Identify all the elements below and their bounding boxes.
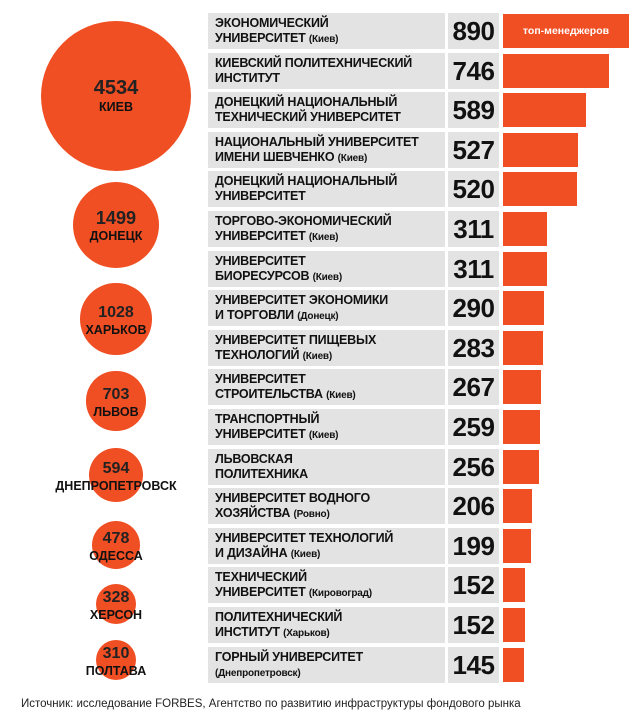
- university-city: (Киев): [326, 390, 356, 402]
- city-name: КИЕВ: [99, 100, 133, 114]
- university-name-line2: ИНСТИТУТ (Харьков): [215, 625, 330, 639]
- university-name-line1: УНИВЕРСИТЕТ ПИЩЕВЫХ: [215, 332, 377, 347]
- university-name-line2: ИМЕНИ ШЕВЧЕНКО (Киев): [215, 149, 368, 164]
- university-city: (Кировоград): [308, 588, 372, 600]
- university-name: [208, 13, 445, 49]
- university-bar: [503, 212, 547, 246]
- city-value: 594: [102, 459, 130, 477]
- university-bar: [503, 331, 543, 365]
- university-row: [208, 171, 634, 207]
- city-value: 4534: [93, 77, 139, 99]
- city-name: ХАРЬКОВ: [85, 323, 147, 337]
- university-name-line1: УНИВЕРСИТЕТ ЭКОНОМИКИ: [215, 293, 389, 308]
- university-value: 589: [448, 92, 499, 128]
- university-name-line1: КИЕВСКИЙ ПОЛИТЕХНИЧЕСКИЙ: [215, 55, 413, 70]
- university-row: [208, 647, 634, 683]
- university-row: [208, 132, 634, 168]
- university-value: 259: [448, 409, 499, 445]
- university-name-line2: УНИВЕРСИТЕТ (Киев): [215, 229, 339, 243]
- source-note: Источник: исследование FORBES, Агентство по развитию инфраструктуры фондового рынка: [21, 698, 521, 710]
- university-row: [208, 330, 634, 366]
- university-row: [208, 211, 634, 247]
- university-value: 152: [448, 607, 499, 643]
- university-name-line2: И ТОРГОВЛИ (Донецк): [215, 308, 339, 323]
- university-name-line1: УНИВЕРСИТЕТ: [215, 372, 306, 387]
- university-name: [208, 132, 445, 168]
- university-name-line2: ТЕХНИЧЕСКИЙ УНИВЕРСИТЕТ: [215, 110, 401, 125]
- university-name-line1: ПОЛИТЕХНИЧЕСКИЙ: [215, 610, 343, 624]
- university-bar: [503, 93, 586, 127]
- university-value: 152: [448, 567, 499, 603]
- university-name-line2: [215, 665, 439, 681]
- university-city: (Киев): [308, 430, 339, 441]
- university-name-line1: ДОНЕЦКИЙ НАЦИОНАЛЬНЫЙ: [215, 95, 398, 110]
- city-value: 478: [102, 529, 130, 547]
- university-bar: [503, 291, 544, 325]
- city-name: ОДЕССА: [89, 549, 143, 563]
- university-bar: [503, 370, 541, 404]
- university-name: [208, 251, 445, 287]
- university-name-line1: УНИВЕРСИТЕТ ВОДНОГО: [215, 491, 371, 506]
- city-name: ХЕРСОН: [89, 608, 143, 622]
- university-row: [208, 53, 634, 89]
- university-city: (Киев): [337, 152, 368, 164]
- university-row: [208, 409, 634, 445]
- university-value: 145: [448, 647, 499, 683]
- university-name: [208, 211, 445, 247]
- city-name: ДОНЕЦК: [89, 229, 143, 243]
- university-name: [208, 409, 445, 445]
- university-bar: [503, 568, 525, 602]
- university-name-line1: УНИВЕРСИТЕТ: [215, 253, 306, 268]
- university-name: [208, 528, 445, 564]
- university-city: (Киев): [312, 271, 342, 283]
- bar-label: топ-менеджеров: [522, 25, 610, 37]
- university-name-line1: ТОРГОВО-ЭКОНОМИЧЕСКИЙ: [215, 214, 392, 228]
- university-name: [208, 290, 445, 326]
- university-row: [208, 528, 634, 564]
- university-row: [208, 13, 634, 49]
- university-row: [208, 251, 634, 287]
- city-value: 1028: [98, 303, 134, 321]
- university-bar: [503, 54, 609, 88]
- university-name-line2: СТРОИТЕЛЬСТВА (Киев): [215, 387, 356, 402]
- university-name-line1: НАЦИОНАЛЬНЫЙ УНИВЕРСИТЕТ: [215, 134, 419, 149]
- university-name-line1: УНИВЕРСИТЕТ ТЕХНОЛОГИЙ: [215, 530, 394, 545]
- university-name-line2: ТЕХНОЛОГИЙ (Киев): [215, 347, 333, 362]
- university-value: 290: [448, 290, 499, 326]
- university-name-line2: УНИВЕРСИТЕТ (Киев): [215, 31, 339, 45]
- university-value: 311: [448, 251, 499, 287]
- city-value: 328: [102, 588, 130, 606]
- university-name-line2: ХОЗЯЙСТВА (Ровно): [215, 506, 330, 521]
- university-row: [208, 567, 634, 603]
- university-name-line2: УНИВЕРСИТЕТ: [215, 189, 306, 204]
- university-name-line1: ТЕХНИЧЕСКИЙ: [215, 570, 307, 585]
- university-row: [208, 488, 634, 524]
- university-city: (Ровно): [293, 509, 330, 521]
- university-city: (Донецк): [297, 311, 339, 323]
- university-name-line2: И ДИЗАЙНА (Киев): [215, 545, 321, 560]
- university-row: [208, 290, 634, 326]
- university-name: [208, 53, 445, 89]
- university-value: 890: [448, 13, 499, 49]
- university-bar: [503, 648, 524, 682]
- university-value: 527: [448, 132, 499, 168]
- city-value: 703: [102, 385, 130, 403]
- university-city: (Киев): [290, 548, 321, 560]
- university-name: [208, 449, 445, 485]
- university-bar: [503, 529, 531, 563]
- university-name-line2: БИОРЕСУРСОВ (Киев): [215, 268, 342, 283]
- university-name: [208, 92, 445, 128]
- university-value: 199: [448, 528, 499, 564]
- university-name: [208, 369, 445, 405]
- university-value: 206: [448, 488, 499, 524]
- university-name: [208, 171, 445, 207]
- university-name: [208, 330, 445, 366]
- university-name: [208, 567, 445, 603]
- city-name: ПОЛТАВА: [85, 664, 147, 678]
- university-name-line2: ИНСТИТУТ: [215, 70, 280, 85]
- university-value: 520: [448, 171, 499, 207]
- university-name: [208, 647, 445, 683]
- university-bar: [503, 172, 577, 206]
- university-city: (Харьков): [283, 628, 330, 639]
- university-name-line1: ДОНЕЦКИЙ НАЦИОНАЛЬНЫЙ: [215, 174, 398, 189]
- university-name-line1: ГОРНЫЙ УНИВЕРСИТЕТ: [215, 649, 363, 664]
- university-bar: [503, 450, 539, 484]
- university-name-line1: ЭКОНОМИЧЕСКИЙ: [215, 16, 329, 30]
- university-name-line1: ТРАНСПОРТНЫЙ: [215, 412, 320, 426]
- university-city: (Днепропетровск): [215, 667, 301, 679]
- city-name: ДНЕПРОПЕТРОВСК: [55, 479, 177, 493]
- university-bar: [503, 489, 532, 523]
- university-row: [208, 449, 634, 485]
- university-bar: [503, 133, 578, 167]
- university-name: [208, 488, 445, 524]
- university-value: 267: [448, 369, 499, 405]
- university-row: [208, 92, 634, 128]
- university-name-line2: УНИВЕРСИТЕТ (Кировоград): [215, 585, 372, 600]
- university-row: [208, 607, 634, 643]
- university-name-line2: УНИВЕРСИТЕТ (Киев): [215, 427, 339, 441]
- university-bar: [503, 608, 525, 642]
- university-value: 256: [448, 449, 499, 485]
- university-bar: [503, 14, 629, 48]
- university-value: 283: [448, 330, 499, 366]
- city-value: 1499: [95, 207, 137, 228]
- university-row: [208, 369, 634, 405]
- city-name: ЛЬВОВ: [93, 405, 139, 419]
- university-bar: [503, 252, 547, 286]
- city-value: 310: [102, 644, 130, 662]
- university-city: (Киев): [308, 232, 339, 243]
- university-name: [208, 607, 445, 643]
- university-city: (Киев): [308, 34, 339, 45]
- university-name-line2: ПОЛИТЕХНИКА: [215, 466, 308, 481]
- university-value: 311: [448, 211, 499, 247]
- university-name-line1: ЛЬВОВСКАЯ: [215, 451, 293, 466]
- university-city: (Киев): [302, 350, 333, 362]
- university-value: 746: [448, 53, 499, 89]
- university-bar: [503, 410, 540, 444]
